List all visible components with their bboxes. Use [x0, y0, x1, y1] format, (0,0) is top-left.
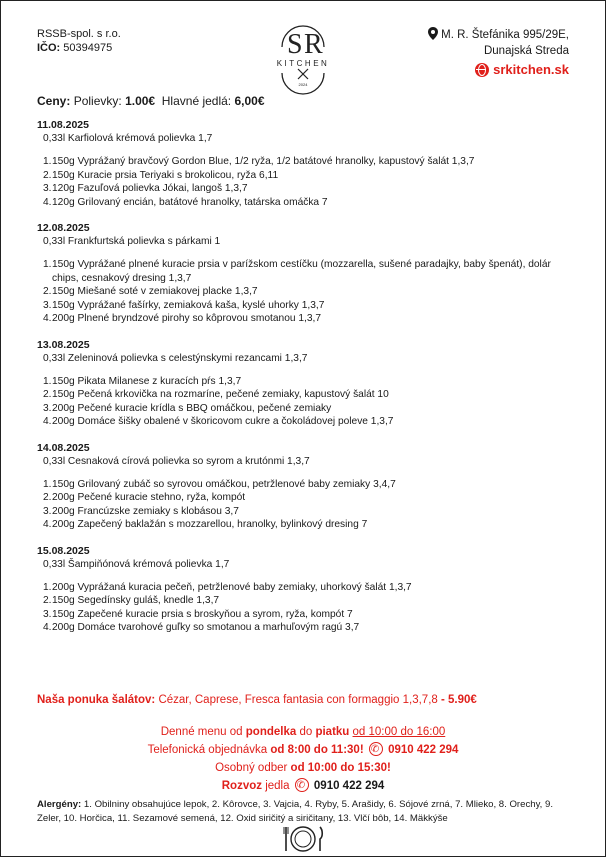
menu-day: [37, 544, 569, 635]
meal-text: 200g Domáce tvarohové guľky so smotanou a marhuľovým ragú 3,7: [52, 622, 360, 633]
day-date: 14.08.2025: [37, 441, 90, 454]
meal-item: [43, 388, 569, 402]
meal-number: 1.: [43, 375, 52, 387]
meal-text: 150g Pečená krkovička na rozmaríne, pečené zemiaky, kapustový šalát 10: [52, 389, 389, 400]
day-date: 15.08.2025: [37, 544, 90, 557]
meal-item: [43, 155, 569, 169]
meal-item: [43, 505, 569, 519]
day-soup: 0,33l Zeleninová polievka s celestýnskymi rezancami 1,3,7: [43, 352, 308, 364]
logo-icon: [260, 13, 346, 101]
meal-text: 200g Vyprážaná kuracia pečeň, petržlenové baby zemiaky, uhorkový šalát 1,3,7: [52, 581, 412, 593]
meal-item: [43, 402, 569, 416]
meal-number: 3.: [43, 608, 52, 620]
meal-text: 150g Grilovaný zubáč so syrovou omáčkou, petržlenové baby zemiaky 3,4,7: [52, 478, 396, 490]
meal-number: 1.: [43, 478, 52, 490]
meal-number: 3.: [43, 183, 52, 194]
meal-text: 150g Segedínsky guláš, knedle 1,3,7: [52, 595, 220, 606]
address-city: Dunajská Streda: [483, 45, 569, 57]
meal-text: 200g Pečené kuracie stehno, ryža, kompót: [52, 492, 246, 503]
meal-item: [43, 491, 569, 505]
salads-offer: Naša ponuka šalátov: Cézar, Caprese, Fresca fantasia con formaggio 1,3,7,8 - 5.90€: [37, 694, 477, 706]
meal-text: 150g Vyprážané plnené kuracie prsia v parížskom cestíčku (mozzarella, sušené paradajky, baby špenát), dolár chips, cesnakový dresing 1,3,7: [52, 259, 551, 284]
menu-day: [37, 118, 569, 209]
meal-text: 200g Domáce šišky obalené v škoricovom cukre a čokoládovej poleve 1,3,7: [52, 416, 394, 427]
meal-number: 2.: [43, 169, 52, 181]
meal-item: [43, 478, 569, 492]
meal-number: 3.: [43, 299, 52, 311]
meal-list: [37, 258, 569, 326]
website-link[interactable]: srkitchen.sk: [475, 62, 569, 78]
meal-item: [43, 258, 569, 285]
svg-text:S: S: [287, 29, 303, 60]
menu-day: [37, 441, 569, 532]
day-date: 12.08.2025: [37, 222, 90, 234]
order-info: [37, 723, 569, 795]
day-soup: 0,33l Frankfurtská polievka s párkami 1: [43, 236, 221, 247]
company-info: [37, 27, 121, 55]
menu-day: [37, 338, 569, 429]
meal-text: 150g Zapečené kuracie prsia s broskyňou a syrom, ryža, kompót 7: [52, 608, 353, 620]
meal-text: 200g Francúzske zemiaky s klobásou 3,7: [52, 505, 239, 517]
meal-number: 1.: [43, 259, 52, 270]
meal-list: [37, 375, 569, 429]
opening-hours: Denné menu od pondelka do piatku od 10:00 do 16:00: [160, 726, 446, 738]
logo-text: KITCHEN: [276, 59, 330, 68]
meal-number: 4.: [43, 313, 52, 324]
meal-number: 4.: [43, 519, 52, 530]
plate-cutlery-icon: [280, 822, 326, 852]
meal-number: 2.: [43, 389, 52, 400]
meal-list: [37, 155, 569, 209]
weekly-menu: [37, 118, 569, 647]
address: M. R. Štefánika 995/29E,: [428, 27, 569, 43]
meal-item: [43, 375, 569, 389]
meal-item: [43, 299, 569, 313]
menu-day: [37, 221, 569, 326]
meal-text: 200g Plnené bryndzové pirohy so kôprovou smotanou 1,3,7: [52, 313, 322, 324]
logo-year: 2024: [298, 82, 308, 87]
day-date: 13.08.2025: [37, 338, 90, 351]
meal-number: 3.: [43, 402, 52, 414]
meal-number: 4.: [43, 416, 52, 427]
meal-number: 1.: [43, 581, 52, 593]
company-name: RSSB-spol. s r.o.: [37, 28, 121, 40]
day-soup: 0,33l Karfiolová krémová polievka 1,7: [43, 133, 213, 144]
meal-number: 2.: [43, 286, 52, 297]
meal-item: [43, 196, 569, 210]
meal-number: 3.: [43, 505, 52, 517]
phone-icon: [295, 778, 309, 792]
meal-text: 120g Fazuľová polievka Jókai, langoš 1,3,7: [52, 183, 248, 194]
meal-item: [43, 581, 569, 595]
meal-item: [43, 312, 569, 326]
phone-order: Telefonická objednávka od 8:00 do 11:30! ✆ 0910 422 294: [37, 741, 569, 759]
meal-text: 200g Pečené kuracie krídla s BBQ omáčkou, pečené zemiaky: [52, 402, 332, 414]
meal-item: [43, 621, 569, 635]
meal-number: 4.: [43, 196, 52, 208]
meal-item: [43, 594, 569, 608]
prices: Ceny: Polievky: 1.00€ Hlavné jedlá: 6,00€: [37, 94, 265, 108]
meal-text: 150g Pikata Milanese z kuracích pŕs 1,3,7: [52, 375, 242, 387]
day-soup: 0,33l Šampiňónová krémová polievka 1,7: [43, 558, 230, 570]
meal-text: 150g Vyprážané fašírky, zemiaková kaša, kyslé uhorky 1,3,7: [52, 299, 325, 311]
day-soup: 0,33l Cesnaková círová polievka so syrom a krutónmi 1,3,7: [43, 455, 310, 467]
pickup: Osobný odber od 10:00 do 15:30!: [215, 762, 391, 774]
meal-number: 2.: [43, 595, 52, 606]
contact-info: [428, 27, 569, 82]
company-ico: IČO: 50394975: [37, 42, 113, 54]
meal-text: 200g Zapečený baklažán s mozzarellou, hranolky, bylinkový dresing 7: [52, 519, 368, 530]
delivery: Rozvoz jedla ✆ 0910 422 294: [37, 777, 569, 795]
meal-text: 150g Miešané soté v zemiakovej placke 1,3,7: [52, 286, 258, 297]
meal-number: 1.: [43, 156, 52, 167]
meal-item: [43, 415, 569, 429]
meal-text: 120g Grilovaný encián, batátové hranolky, tatárska omáčka 7: [52, 196, 328, 208]
meal-text: 150g Vyprážaný bravčový Gordon Blue, 1/2 ryža, 1/2 batátové hranolky, kapustový šalát 1,3,7: [52, 156, 475, 167]
globe-icon: [475, 63, 489, 77]
meal-item: [43, 608, 569, 622]
day-date: 11.08.2025: [37, 119, 89, 131]
meal-item: [43, 518, 569, 532]
meal-list: [37, 581, 569, 635]
meal-text: 150g Kuracie prsia Teriyaki s brokolicou, ryža 6,11: [52, 169, 279, 181]
meal-item: [43, 169, 569, 183]
svg-text:R: R: [304, 29, 323, 60]
meal-item: [43, 285, 569, 299]
location-pin-icon: [428, 27, 438, 40]
phone-icon: [369, 742, 383, 756]
header: [37, 27, 569, 87]
meal-list: [37, 478, 569, 532]
meal-item: [43, 182, 569, 196]
meal-number: 2.: [43, 492, 52, 503]
allergens: Alergény: 1. Obilniny obsahujúce lepok, 2. Kôrovce, 3. Vajcia, 4. Ryby, 5. Arašidy, 6. Sójové zrná, 7. Mlieko, 8. Orechy, 9. Zeler, 10. Horčica, 11. Sezamové semená, 12. Oxid siričitý a siričitany, 13. Vlčí bôb, 14. Mäkkýše: [37, 799, 554, 824]
meal-number: 4.: [43, 622, 52, 633]
